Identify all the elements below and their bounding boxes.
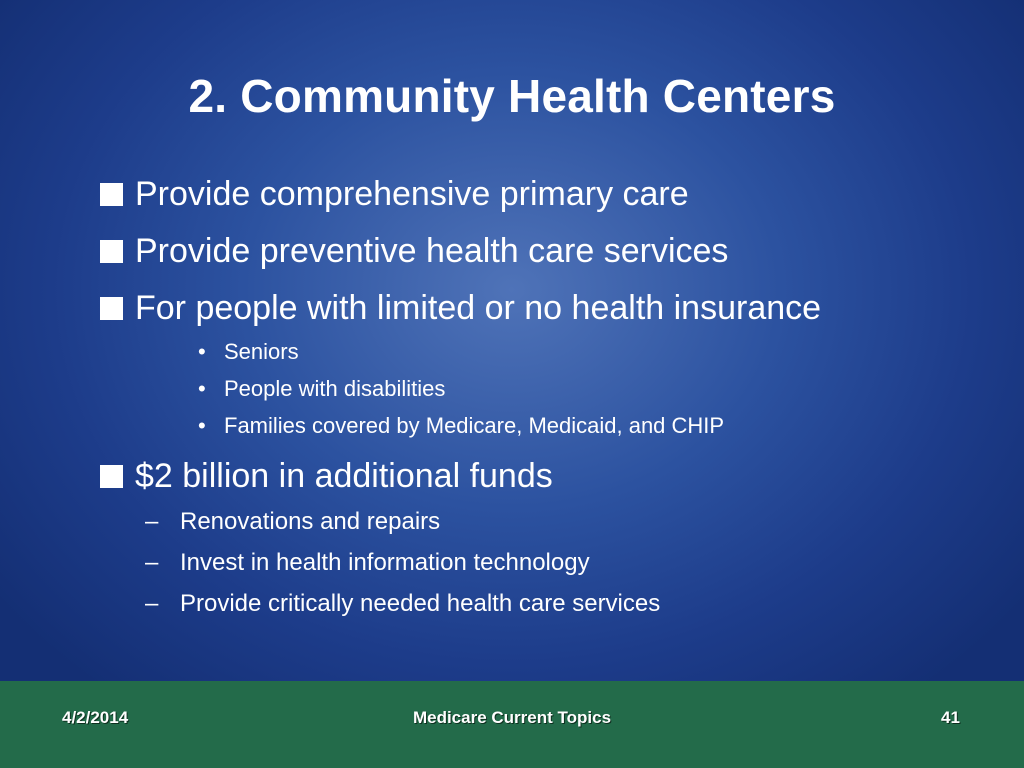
dash-bullet-icon: – xyxy=(145,508,159,535)
dash-item xyxy=(145,547,590,579)
bullet-text: For people with limited or no health insurance xyxy=(135,289,822,327)
round-bullet-icon: • xyxy=(198,376,206,401)
slide-title: 2. Community Health Centers xyxy=(188,70,836,122)
dash-item-text: Provide critically needed health care services xyxy=(180,590,661,617)
square-bullet-icon xyxy=(100,183,123,206)
sub-bullet-item xyxy=(198,375,445,403)
dash-bullet-icon: – xyxy=(145,590,159,617)
sub-bullet-text: Families covered by Medicare, Medicaid, and CHIP xyxy=(224,413,725,438)
bullet-text: Provide comprehensive primary care xyxy=(135,175,689,213)
sub-bullet-item xyxy=(198,338,299,366)
bullet-item xyxy=(100,229,728,273)
sub-bullet-item xyxy=(198,412,724,440)
dash-bullet-icon: – xyxy=(145,549,159,576)
dash-item-text: Invest in health information technology xyxy=(180,549,590,576)
page-number: 41 xyxy=(941,708,960,727)
dash-item xyxy=(145,588,660,620)
bullet-text: Provide preventive health care services xyxy=(135,232,729,270)
square-bullet-icon xyxy=(100,297,123,320)
bullet-item xyxy=(100,172,689,216)
bullet-item xyxy=(100,286,821,330)
dash-item-text: Renovations and repairs xyxy=(180,508,441,535)
square-bullet-icon xyxy=(100,465,123,488)
round-bullet-icon: • xyxy=(198,413,206,438)
sub-bullet-text: People with disabilities xyxy=(224,376,446,401)
square-bullet-icon xyxy=(100,240,123,263)
sub-bullet-text: Seniors xyxy=(224,339,299,364)
dash-item xyxy=(145,506,440,538)
bullet-item xyxy=(100,454,553,498)
round-bullet-icon: • xyxy=(198,339,206,364)
footer-date: 4/2/2014 xyxy=(62,708,129,727)
bullet-text: $2 billion in additional funds xyxy=(135,457,553,495)
footer-title: Medicare Current Topics xyxy=(412,708,612,727)
slide-footer xyxy=(0,681,1024,768)
